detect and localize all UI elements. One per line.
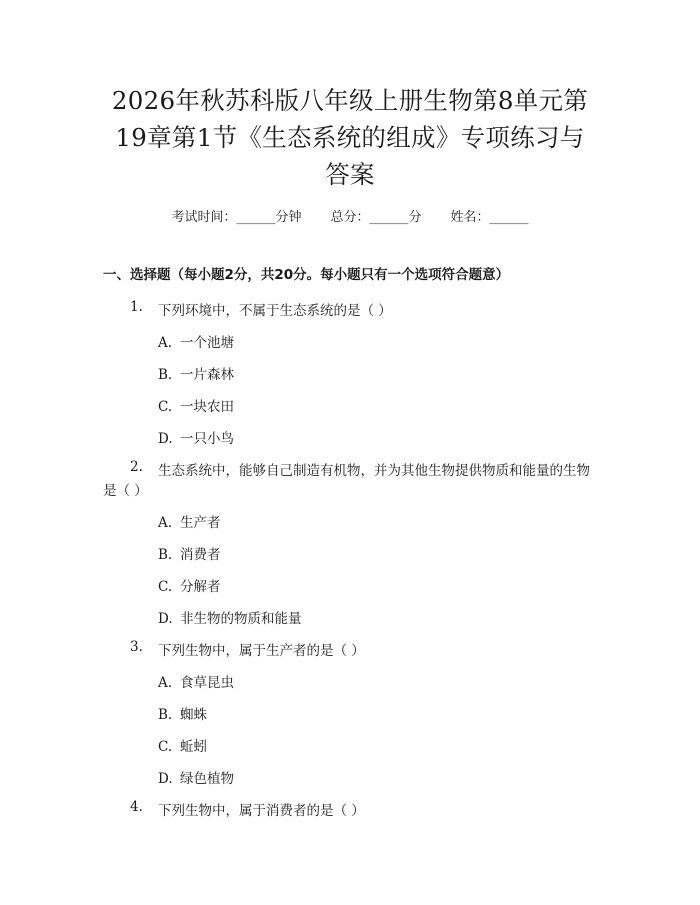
option-letter: A. (158, 335, 173, 351)
option-letter: C. (158, 579, 173, 595)
option-text: 食草昆虫 (180, 675, 234, 691)
question-4 (0, 799, 700, 819)
question-2-option-a (158, 511, 221, 531)
option-text: 蚯蚓 (180, 739, 207, 755)
question-2-option-d (158, 607, 302, 627)
option-letter: B. (158, 707, 173, 723)
option-text: 一个池塘 (180, 335, 234, 351)
option-text: 蜘蛛 (180, 707, 207, 723)
question-text-line-1: 生态系统中，能够自己制造有机物，并为其他生物提供物质和能量的生物 (158, 463, 590, 479)
question-number: 1. (130, 299, 143, 315)
option-letter: A. (158, 515, 173, 531)
option-text: 一块农田 (180, 399, 234, 415)
exam-info (0, 206, 700, 225)
question-1-option-a (158, 331, 234, 351)
title-line-1: 2026年秋苏科版八年级上册生物第8单元第 (111, 86, 589, 115)
question-1-option-c (158, 395, 234, 415)
option-letter: B. (158, 367, 173, 383)
question-1 (0, 299, 700, 319)
option-letter: C. (158, 739, 173, 755)
question-text: 下列生物中，属于消费者的是（ ） (158, 803, 365, 819)
question-2 (0, 459, 700, 479)
question-3-option-d (158, 767, 234, 787)
question-2-option-c (158, 575, 221, 595)
question-text: 下列生物中，属于生产者的是（ ） (158, 643, 365, 659)
question-3-option-b (158, 703, 207, 723)
section-heading: 一、选择题（每小题2分，共20分。每小题只有一个选项符合题意） (103, 267, 510, 283)
question-number: 2. (130, 459, 143, 475)
option-letter: D. (158, 771, 173, 787)
question-number: 4. (130, 799, 143, 815)
option-letter: A. (158, 675, 173, 691)
option-letter: D. (158, 431, 173, 447)
question-3-option-c (158, 735, 207, 755)
document-title (60, 82, 640, 193)
question-1-option-b (158, 363, 234, 383)
option-letter: C. (158, 399, 173, 415)
question-3-option-a (158, 671, 234, 691)
question-number: 3. (130, 639, 143, 655)
option-letter: D. (158, 611, 173, 627)
title-line-2: 19章第1节《生态系统的组成》专项练习与 (115, 123, 585, 152)
option-text: 分解者 (180, 579, 221, 595)
question-2-option-b (158, 543, 221, 563)
option-text: 绿色植物 (180, 771, 234, 787)
option-text: 一片森林 (180, 367, 234, 383)
option-text: 生产者 (180, 515, 221, 531)
question-2-continued: 是（ ） (103, 483, 148, 499)
question-1-option-d (158, 427, 234, 447)
option-letter: B. (158, 547, 173, 563)
question-3 (0, 639, 700, 659)
total-score: 总分：______分 (330, 210, 422, 225)
option-text: 一只小鸟 (180, 431, 234, 447)
title-line-3: 答案 (325, 160, 375, 189)
option-text: 消费者 (180, 547, 221, 563)
question-text: 下列环境中，不属于生态系统的是（ ） (158, 303, 392, 319)
student-name: 姓名：______ (450, 210, 529, 225)
exam-time: 考试时间：______分钟 (171, 210, 302, 225)
option-text: 非生物的物质和能量 (180, 611, 302, 627)
